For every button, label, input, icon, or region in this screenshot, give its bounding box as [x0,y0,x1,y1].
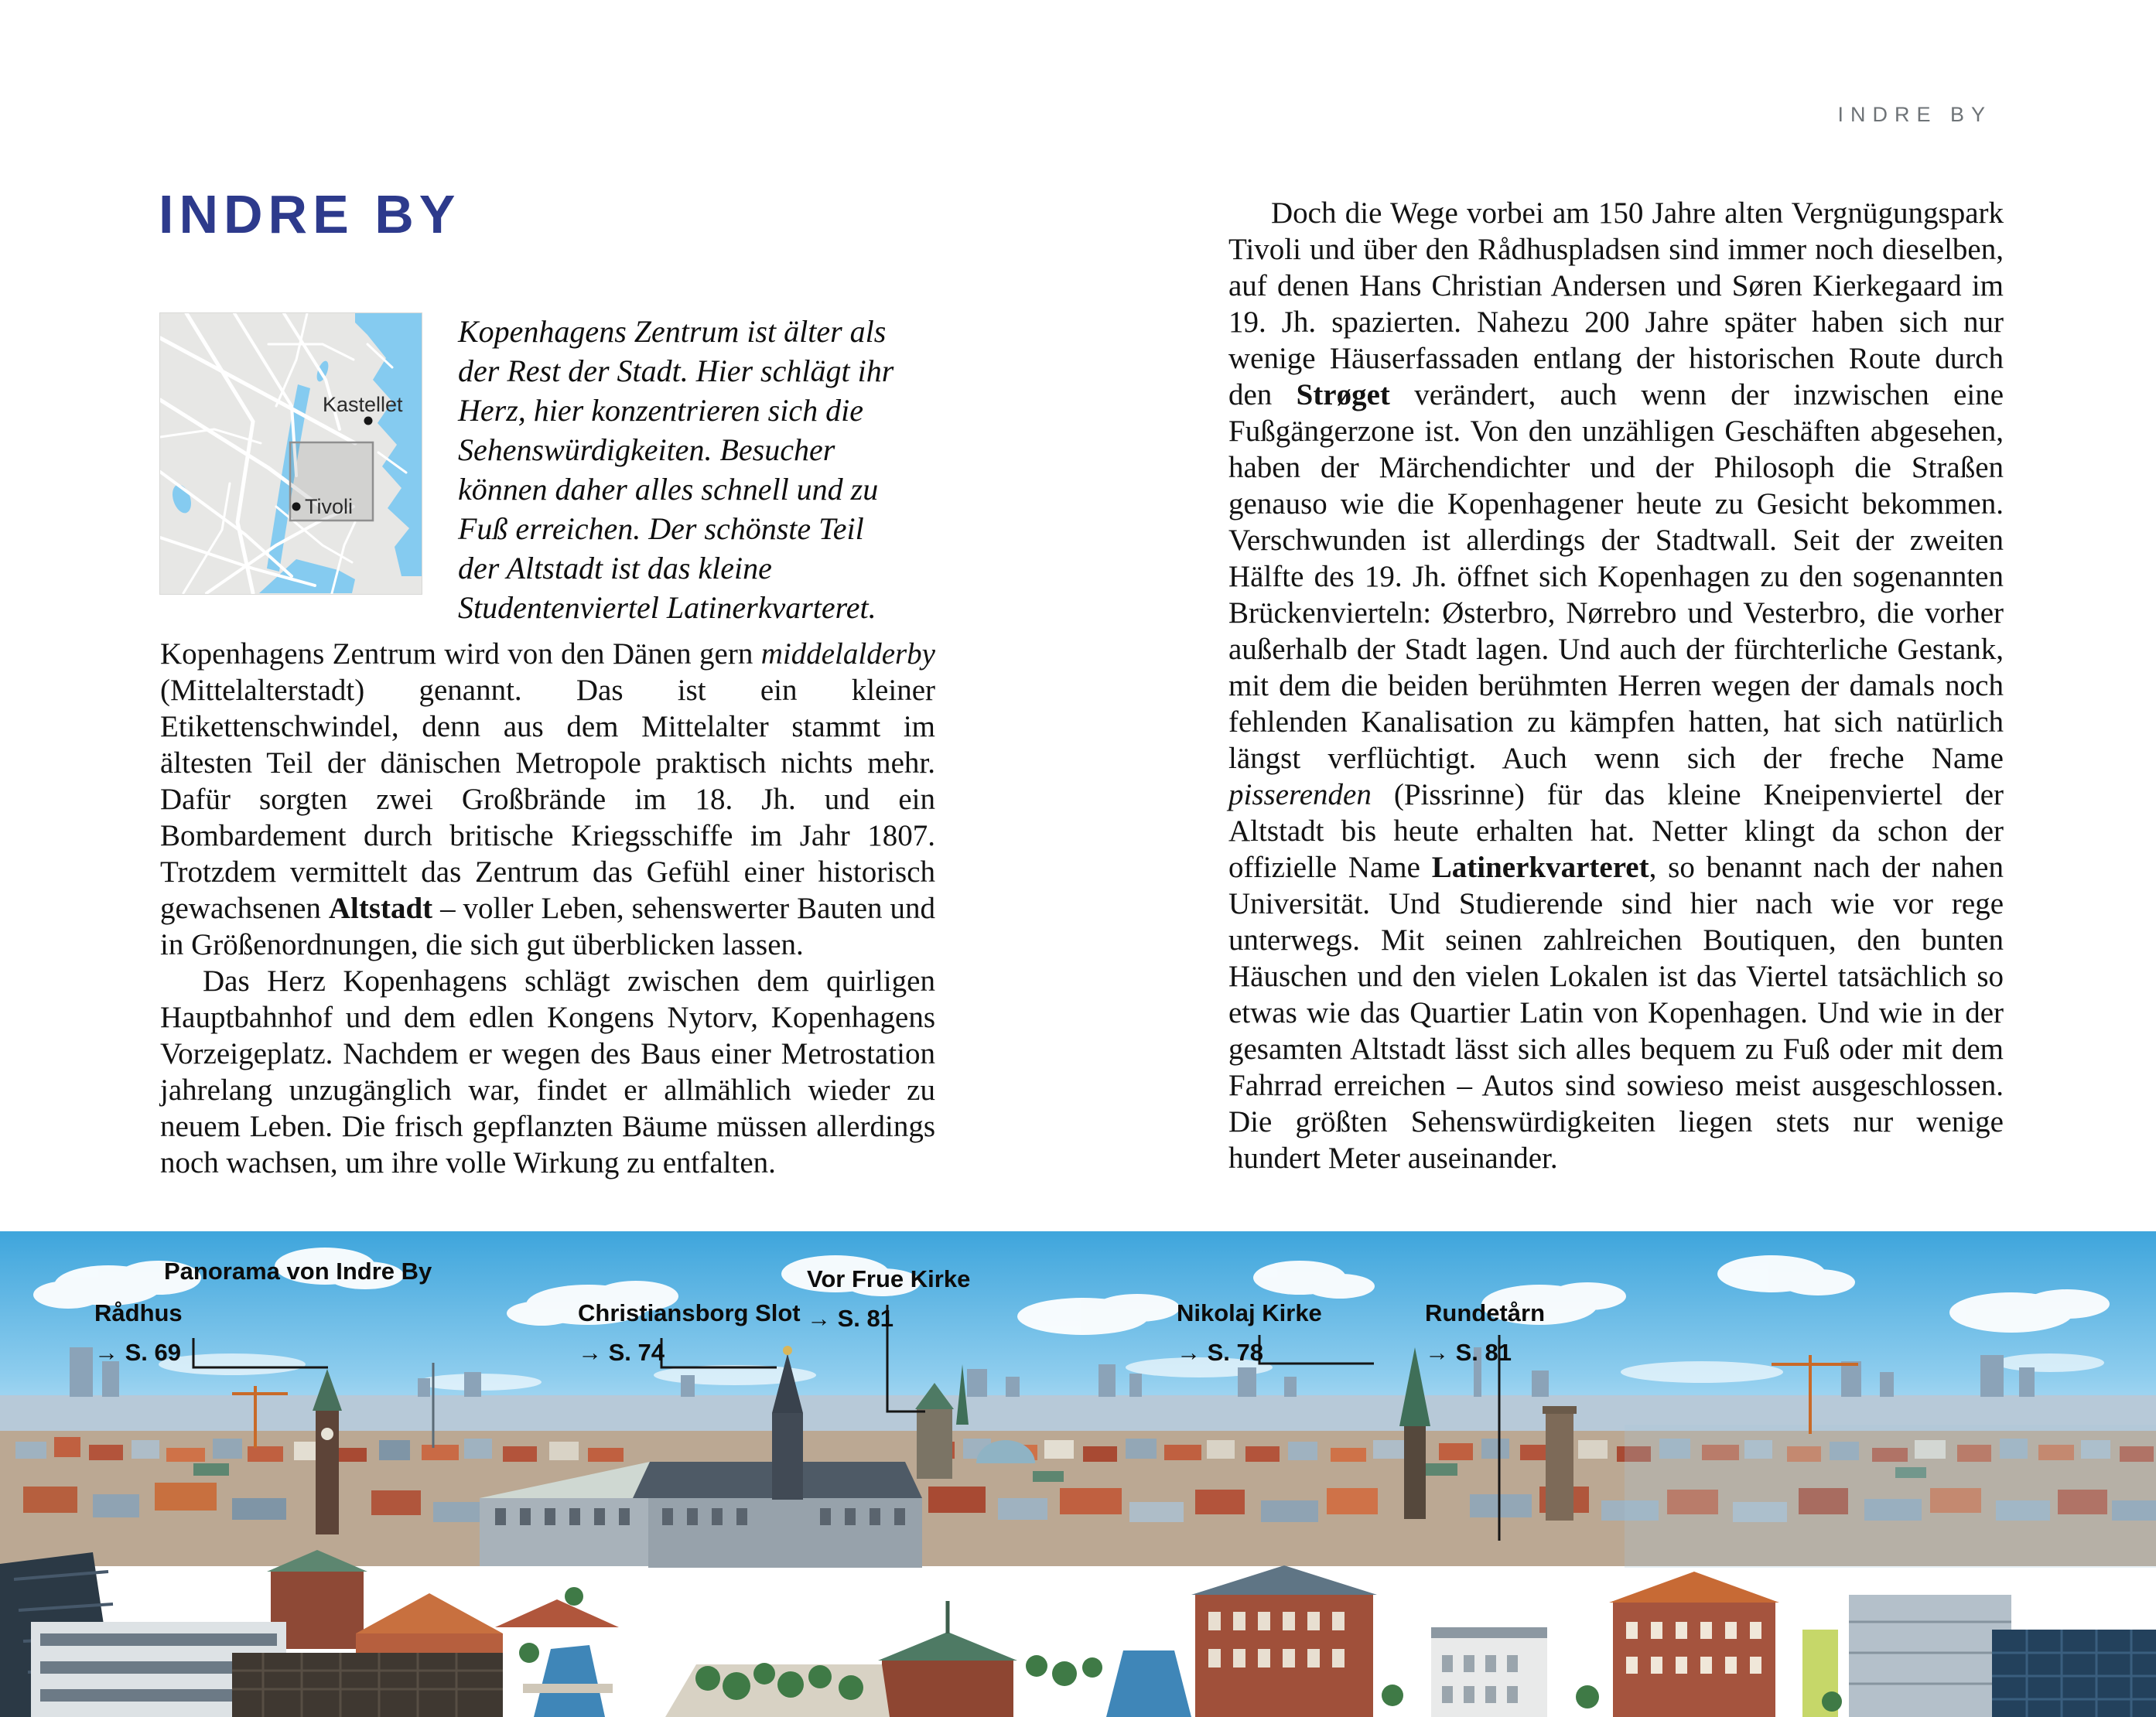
text-segment: Das Herz Kopenhagens schlägt zwischen dem quirligen Hauptbahnhof und dem edlen Kongens Nytorv, Kopenhagens Vorzeigeplatz. Nachdem er wegen des Baus einer Metrostation jahrelang unzugänglich war, findet er allmählich wieder zu neuem Leben. Die frisch gepflanzten Bäume müssen allerdings noch wachsen, um ihre volle Wirkung zu entfalten. [160,964,935,1179]
landmark-name: Rundetårn [1425,1299,1545,1326]
landmark-name: Nikolaj Kirke [1177,1299,1322,1326]
text-segment: Latinerkvarteret [1431,851,1649,884]
panorama-label-vor-frue-kirke [807,1265,970,1333]
text-segment: (Pissrinne) für das kleine Kneipenviertel der Altstadt bis heute erhalten hat. Netter klingt da schon der offizielle Name [1228,778,2004,884]
text-segment: , so benannt nach der nahen Universität. Und Studierende sind hier nach wie vor rege unterwegs. Mit seinen zahlreichen Boutiquen, den bunten Häuschen und den vielen Lokalen ist das Viertel tatsächlich so etwas wie das Quartier Latin von Kopenhagen. Und wie in der gesamten Altstadt lässt sich alles bequem zu Fuß oder mit dem Fahrrad erreichen – Autos sind sowieso meist ausgeschlossen. Die größten Sehenswürdigkeiten liegen stets nur wenige hundert Meter auseinander. [1228,851,2004,1175]
landmark-name: Rådhus [94,1299,183,1326]
panorama-caption: Panorama von Indre By [164,1258,432,1285]
panorama-scene [0,1231,2156,1717]
panorama-label-christiansborg [578,1299,801,1367]
map-label-kastellet: Kastellet [323,393,403,416]
rundetaarn-tower [1543,1406,1577,1521]
landmark-name: Christiansborg Slot [578,1299,801,1326]
map-dot-kastellet [364,417,373,425]
running-head: INDRE BY [1837,103,1992,126]
text-segment: middelalderby [760,637,935,671]
locator-map [160,313,422,594]
map-image [160,313,422,594]
page-title: INDRE BY [159,184,461,244]
panorama-label-nikolaj-kirke [1177,1299,1322,1367]
body-paragraph [160,636,935,963]
article-column-left [160,636,935,1181]
text-segment: Kopenhagens Zentrum wird von den Dänen gern [160,637,761,671]
landmark-page-ref: → S. 74 [578,1339,665,1366]
landmark-page-ref: → S. 69 [94,1339,181,1366]
map-dot-tivoli [292,503,301,511]
landmark-page-ref: → S. 81 [807,1305,893,1332]
intro-text: Kopenhagens Zentrum ist älter als der Rest der Stadt. Hier schlägt ihr Herz, hier konzentrieren sich die Sehenswürdigkeiten. Besucher können daher alles schnell und zu Fuß erreichen. Der schönste Teil der Altstadt ist das kleine Studentenviertel Latinerkvarteret. [458,314,894,625]
panorama-label-radhus [94,1299,183,1367]
panorama-photo [0,1231,2156,1717]
text-segment: Altstadt [328,892,433,925]
landmark-page-ref: → S. 78 [1177,1339,1263,1366]
landmark-page-ref: → S. 81 [1425,1339,1512,1366]
text-segment: Strøget [1296,378,1390,411]
article-column-right [1228,195,2004,1176]
panorama-label-rundetaarn [1425,1299,1545,1367]
map-label-tivoli: Tivoli [305,495,354,518]
text-segment: (Mittelalterstadt) genannt. Das ist ein kleiner Etikettenschwindel, denn aus dem Mittelalter stammt im ältesten Teil der dänischen Metropole praktisch nichts mehr. Dafür sorgten zwei Großbrände im 18. Jh. und ein Bombardement durch britische Kriegsschiffe im Jahr 1807. Trotzdem vermittelt das Zentrum das Gefühl einer historisch gewachsenen [160,674,935,925]
body-paragraph [1228,195,2004,1176]
text-segment: – voller Leben, sehenswerter Bauten und in Größenordnungen, die sich gut überblicken lassen. [160,892,935,961]
text-segment: pisserenden [1228,778,1372,811]
haze [1625,1425,2156,1568]
text-segment: verändert, auch wenn der inzwischen eine Fußgängerzone ist. Von den unzähligen Geschäften abgesehen, haben der Märchendichter und der Philosoph die Straßen genauso wie die Kopenhagener heute zu Gesicht bekommen. Verschwunden ist allerdings der Stadtwall. Seit der zweiten Hälfte des 19. Jh. öffnet sich Kopenhagen zu den sogenannten Brückenvierteln: Østerbro, Nørrebro und Vesterbro, die vorher außerhalb der Stadt lagen. Und auch der fürchterliche Gestank, mit dem die beiden berühmten Herren wegen der damals noch fehlenden Kanalisation zu kämpfen hatten, hat sich natürlich längst verflüchtigt. Auch wenn sich der freche Name [1228,378,2004,775]
foreground-city [0,1550,2156,1717]
landmark-name: Vor Frue Kirke [807,1265,971,1292]
text-segment: Doch die Wege vorbei am 150 Jahre alten Vergnügungspark Tivoli und über den Rådhuspladsen sind immer noch dieselben, auf denen Hans Christian Andersen und Søren Kierkegaard im 19. Jh. spazierten. Nahezu 200 Jahre später haben sich nur wenige Häuserfassaden entlang der historischen Route durch den [1228,196,2004,411]
body-paragraph [160,963,935,1181]
